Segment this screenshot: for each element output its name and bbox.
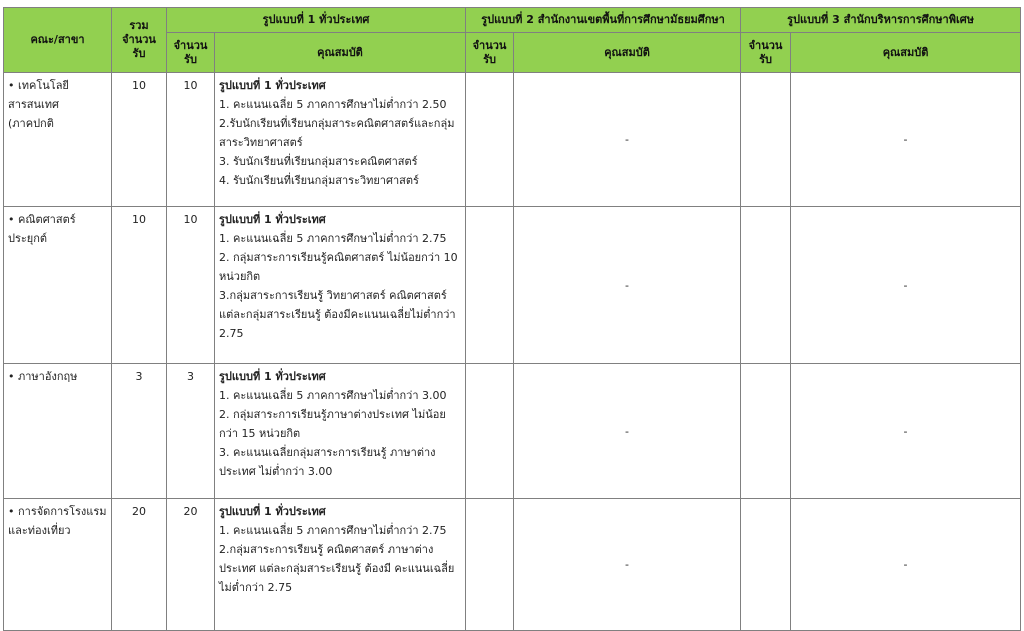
total-count: 10	[112, 207, 167, 364]
table-row	[4, 73, 1021, 207]
qualification-item: 2.รับนักเรียนที่เรียนกลุ่มสาระคณิตศาสตร์และกลุ่ม สาระวิทยาศาสตร์	[219, 117, 455, 149]
header-f3-count-label: จำนวน รับ	[748, 38, 783, 66]
qualification-item: 1. คะแนนเฉลี่ย 5 ภาคการศึกษาไม่ต่ำกว่า 2.50	[219, 98, 447, 111]
f3-count	[741, 499, 791, 631]
f3-qualification: -	[791, 73, 1021, 207]
header-format2: รูปแบบที่ 2 สำนักงานเขตพื้นที่การศึกษามัธยมศึกษา	[466, 8, 741, 33]
header-f2-qualification: คุณสมบัติ	[514, 33, 741, 73]
f1-count: 20	[167, 499, 215, 631]
faculty-cell	[4, 499, 112, 631]
f1-qualification	[215, 207, 466, 364]
header-f2-count-label: จำนวน รับ	[472, 38, 507, 66]
faculty-name: • ภาษาอังกฤษ	[8, 370, 78, 383]
qualification-item: 2.กลุ่มสาระการเรียนรู้ คณิตศาสตร์ ภาษาต่างประเทศ แต่ละกลุ่มสาระเรียนรู้ ต้องมี คะแนนเฉลี่ยไม่ต่ำกว่า 2.75	[219, 543, 455, 594]
table-row	[4, 364, 1021, 499]
header-f1-qualification: คุณสมบัติ	[215, 33, 466, 73]
total-count: 3	[112, 364, 167, 499]
table-row	[4, 207, 1021, 364]
header-f1-count-label: จำนวน รับ	[173, 38, 208, 66]
qualification-item: 1. คะแนนเฉลี่ย 5 ภาคการศึกษาไม่ต่ำกว่า 3.00	[219, 389, 447, 402]
qualification-item: 1. คะแนนเฉลี่ย 5 ภาคการศึกษาไม่ต่ำกว่า 2.75	[219, 232, 447, 245]
qualification-title: รูปแบบที่ 1 ทั่วประเทศ	[219, 79, 326, 92]
header-f2-count	[466, 33, 514, 73]
f2-qualification: -	[514, 73, 741, 207]
f1-count: 10	[167, 73, 215, 207]
qualification-title: รูปแบบที่ 1 ทั่วประเทศ	[219, 213, 326, 226]
faculty-cell	[4, 207, 112, 364]
f1-qualification	[215, 73, 466, 207]
f3-count	[741, 73, 791, 207]
faculty-name: • คณิตศาสตร์ ประยุกต์	[8, 213, 76, 245]
qualification-item: 3. คะแนนเฉลี่ยกลุ่มสาระการเรียนรู้ ภาษาต่างประเทศ ไม่ต่ำกว่า 3.00	[219, 446, 436, 478]
faculty-name: • การจัดการโรงแรม และท่องเที่ยว	[8, 505, 107, 537]
f1-qualification	[215, 499, 466, 631]
qualification-title: รูปแบบที่ 1 ทั่วประเทศ	[219, 505, 326, 518]
f3-qualification: -	[791, 207, 1021, 364]
f3-qualification: -	[791, 499, 1021, 631]
table-row	[4, 499, 1021, 631]
header-format3: รูปแบบที่ 3 สำนักบริหารการศึกษาพิเศษ	[741, 8, 1021, 33]
faculty-cell	[4, 73, 112, 207]
header-faculty: คณะ/สาขา	[4, 8, 112, 73]
f2-count	[466, 499, 514, 631]
header-f3-count	[741, 33, 791, 73]
header-format1: รูปแบบที่ 1 ทั่วประเทศ	[167, 8, 466, 33]
qualification-item: 2. กลุ่มสาระการเรียนรู้คณิตศาสตร์ ไม่น้อยกว่า 10 หน่วยกิต	[219, 251, 458, 283]
f2-count	[466, 207, 514, 364]
header-total-label: รวม จำนวน รับ	[122, 19, 156, 60]
f2-count	[466, 364, 514, 499]
qualification-item: 3. รับนักเรียนที่เรียนกลุ่มสาระคณิตศาสตร์	[219, 155, 418, 168]
faculty-name: • เทคโนโลยี สารสนเทศ (ภาคปกติ	[8, 79, 69, 130]
qualification-item: 4. รับนักเรียนที่เรียนกลุ่มสาระวิทยาศาสตร์	[219, 174, 419, 187]
total-count: 10	[112, 73, 167, 207]
header-f1-count	[167, 33, 215, 73]
header-f3-qualification: คุณสมบัติ	[791, 33, 1021, 73]
total-count: 20	[112, 499, 167, 631]
f1-count: 10	[167, 207, 215, 364]
f1-count: 3	[167, 364, 215, 499]
f2-qualification: -	[514, 207, 741, 364]
admission-table	[3, 7, 1021, 631]
f3-count	[741, 364, 791, 499]
qualification-title: รูปแบบที่ 1 ทั่วประเทศ	[219, 370, 326, 383]
f2-qualification: -	[514, 364, 741, 499]
f2-qualification: -	[514, 499, 741, 631]
f2-count	[466, 73, 514, 207]
f1-qualification	[215, 364, 466, 499]
f3-count	[741, 207, 791, 364]
qualification-item: 3.กลุ่มสาระการเรียนรู้ วิทยาศาสตร์ คณิตศาสตร์ แต่ละกลุ่มสาระเรียนรู้ ต้องมีคะแนนเฉลี่ยไม่ต่ำกว่า 2.75	[219, 289, 456, 340]
faculty-cell	[4, 364, 112, 499]
qualification-item: 2. กลุ่มสาระการเรียนรู้ภาษาต่างประเทศ ไม่น้อย กว่า 15 หน่วยกิต	[219, 408, 446, 440]
header-total	[112, 8, 167, 73]
f3-qualification: -	[791, 364, 1021, 499]
qualification-item: 1. คะแนนเฉลี่ย 5 ภาคการศึกษาไม่ต่ำกว่า 2.75	[219, 524, 447, 537]
